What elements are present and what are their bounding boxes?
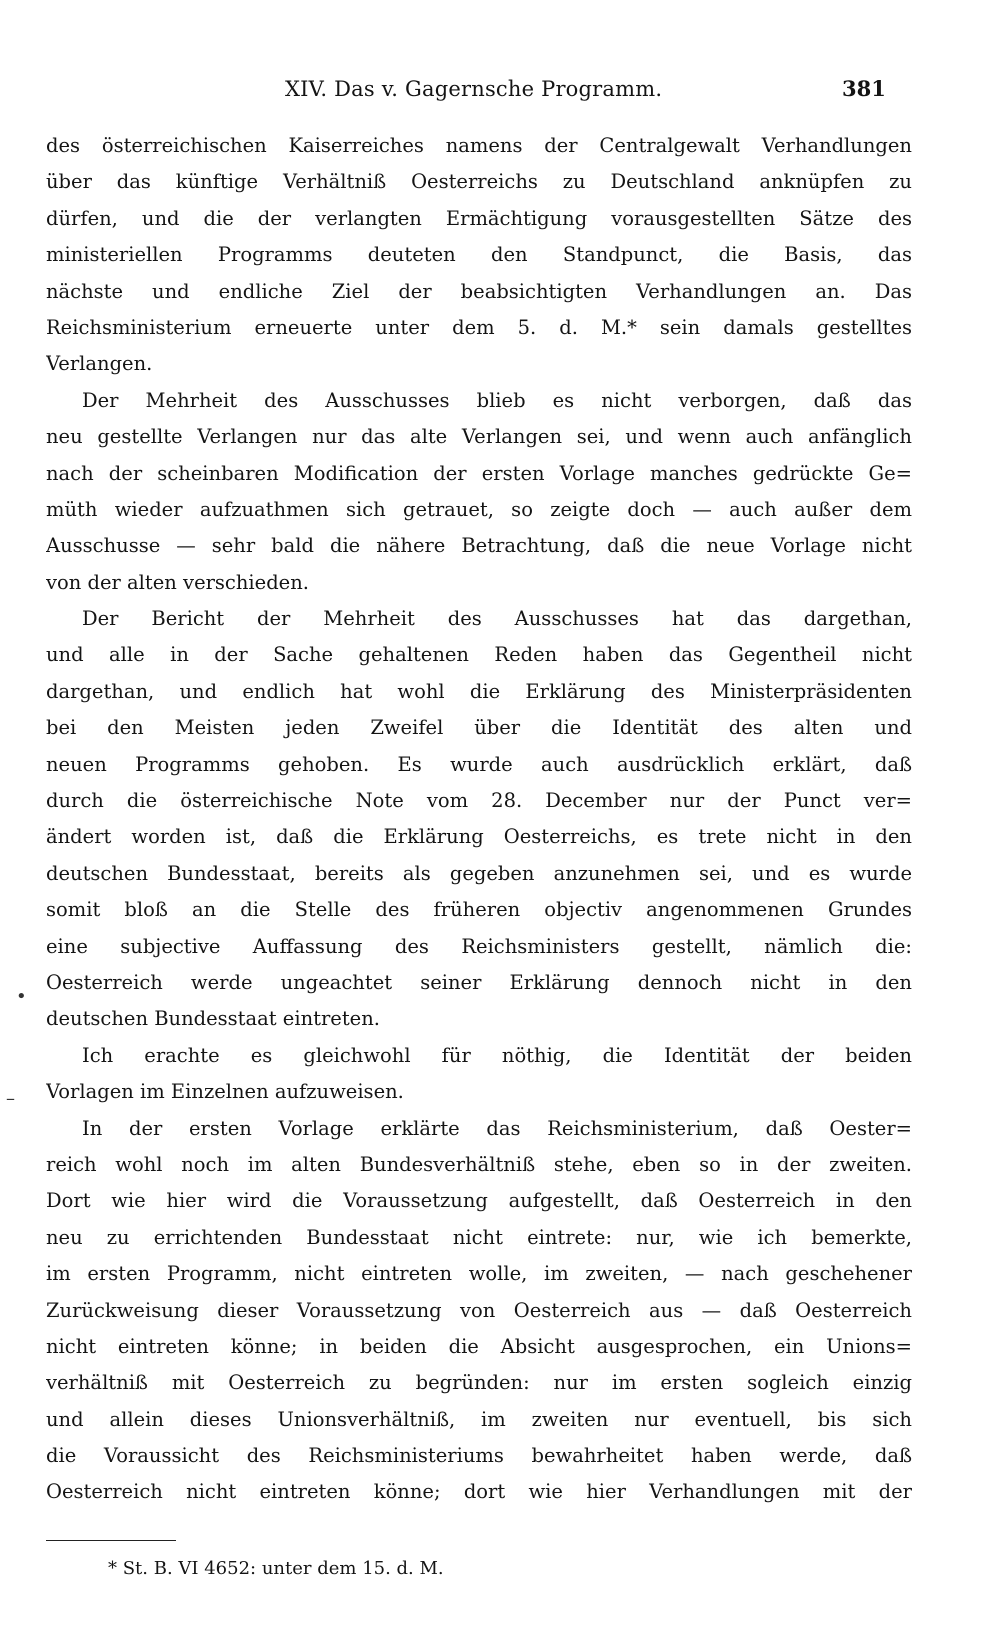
text-line: nächste und endliche Ziel der beabsichtigten Verhandlungen an. Das [46,279,912,303]
text-line: neu zu errichtenden Bundesstaat nicht eintrete: nur, wie ich bemerkte, [46,1225,912,1249]
text-line: somit bloß an die Stelle des früheren objectiv angenommenen Grundes [46,898,912,922]
text-line: Ausschusse — sehr bald die nähere Betrachtung, daß die neue Vorlage nicht [46,534,912,558]
text-line: müth wieder aufzuathmen sich getrauet, so zeigte doch — auch außer dem [46,497,912,521]
text-line: dargethan, und endlich hat wohl die Erklärung des Ministerpräsidenten [46,679,912,703]
text-line: nicht eintreten könne; in beiden die Absicht ausgesprochen, ein Unions= [46,1334,912,1358]
text-line: In der ersten Vorlage erklärte das Reichsministerium, daß Oester= [82,1116,912,1140]
text-line: Dort wie hier wird die Voraussetzung aufgestellt, daß Oesterreich in den [46,1189,912,1213]
text-line: durch die österreichische Note vom 28. December nur der Punct ver= [46,789,912,813]
text-line: Vorlagen im Einzelnen aufzuweisen. [46,1080,404,1104]
text-line: die Voraussicht des Reichsministeriums bewahrheitet haben werde, daß [46,1444,912,1468]
text-line: dürfen, und die der verlangten Ermächtigung vorausgestellten Sätze des [46,206,912,230]
margin-dot-mark: • [16,986,27,1007]
text-line: bei den Meisten jeden Zweifel über die Identität des alten und [46,716,912,740]
footnote-divider [46,1540,176,1541]
text-line: und alle in der Sache gehaltenen Reden haben das Gegentheil nicht [46,643,912,667]
text-line: Der Mehrheit des Ausschusses blieb es nicht verborgen, daß das [82,388,912,412]
text-line: von der alten verschieden. [46,570,309,594]
text-line: Zurückweisung dieser Voraussetzung von Oesterreich aus — daß Oesterreich [46,1298,912,1322]
text-line: deutschen Bundesstaat eintreten. [46,1007,380,1031]
text-line: reich wohl noch im alten Bundesverhältniß stehe, eben so in der zweiten. [46,1152,912,1176]
page-number: 381 [842,76,886,101]
text-line: neu gestellte Verlangen nur das alte Verlangen sei, und wenn auch anfänglich [46,425,912,449]
text-line: Ich erachte es gleichwohl für nöthig, die Identität der beiden [82,1043,912,1067]
text-line: über das künftige Verhältniß Oesterreichs zu Deutschland anknüpfen zu [46,170,912,194]
margin-dash-mark: – [6,1088,15,1109]
footnote: * St. B. VI 4652: unter dem 15. d. M. [108,1558,444,1579]
text-line: ändert worden ist, daß die Erklärung Oesterreichs, es trete nicht in den [46,825,912,849]
text-line: Oesterreich nicht eintreten könne; dort wie hier Verhandlungen mit der [46,1480,912,1504]
running-head: XIV. Das v. Gagernsche Programm. [285,77,663,101]
body-text [46,128,912,1511]
text-line: nach der scheinbaren Modification der ersten Vorlage manches gedrückte Ge= [46,461,912,485]
page-header [0,74,1000,104]
text-line: Oesterreich werde ungeachtet seiner Erklärung dennoch nicht in den [46,970,912,994]
text-line: deutschen Bundesstaat, bereits als gegeben anzunehmen sei, und es wurde [46,861,912,885]
text-line: des österreichischen Kaiserreiches namens der Centralgewalt Verhandlungen [46,134,912,157]
text-line: im ersten Programm, nicht eintreten wolle, im zweiten, — nach geschehener [46,1262,912,1286]
text-line: neuen Programms gehoben. Es wurde auch ausdrücklich erklärt, daß [46,752,912,776]
text-line: ministeriellen Programms deuteten den Standpunct, die Basis, das [46,243,912,267]
text-line: und allein dieses Unionsverhältniß, im zweiten nur eventuell, bis sich [46,1407,912,1431]
text-line: eine subjective Auffassung des Reichsministers gestellt, nämlich die: [46,934,912,958]
text-line: verhältniß mit Oesterreich zu begründen: nur im ersten sogleich einzig [46,1371,912,1395]
text-line: Verlangen. [46,352,153,376]
text-line: Der Bericht der Mehrheit des Ausschusses hat das dargethan, [82,607,912,631]
text-line: Reichsministerium erneuerte unter dem 5. d. M.* sein damals gestelltes [46,315,912,339]
